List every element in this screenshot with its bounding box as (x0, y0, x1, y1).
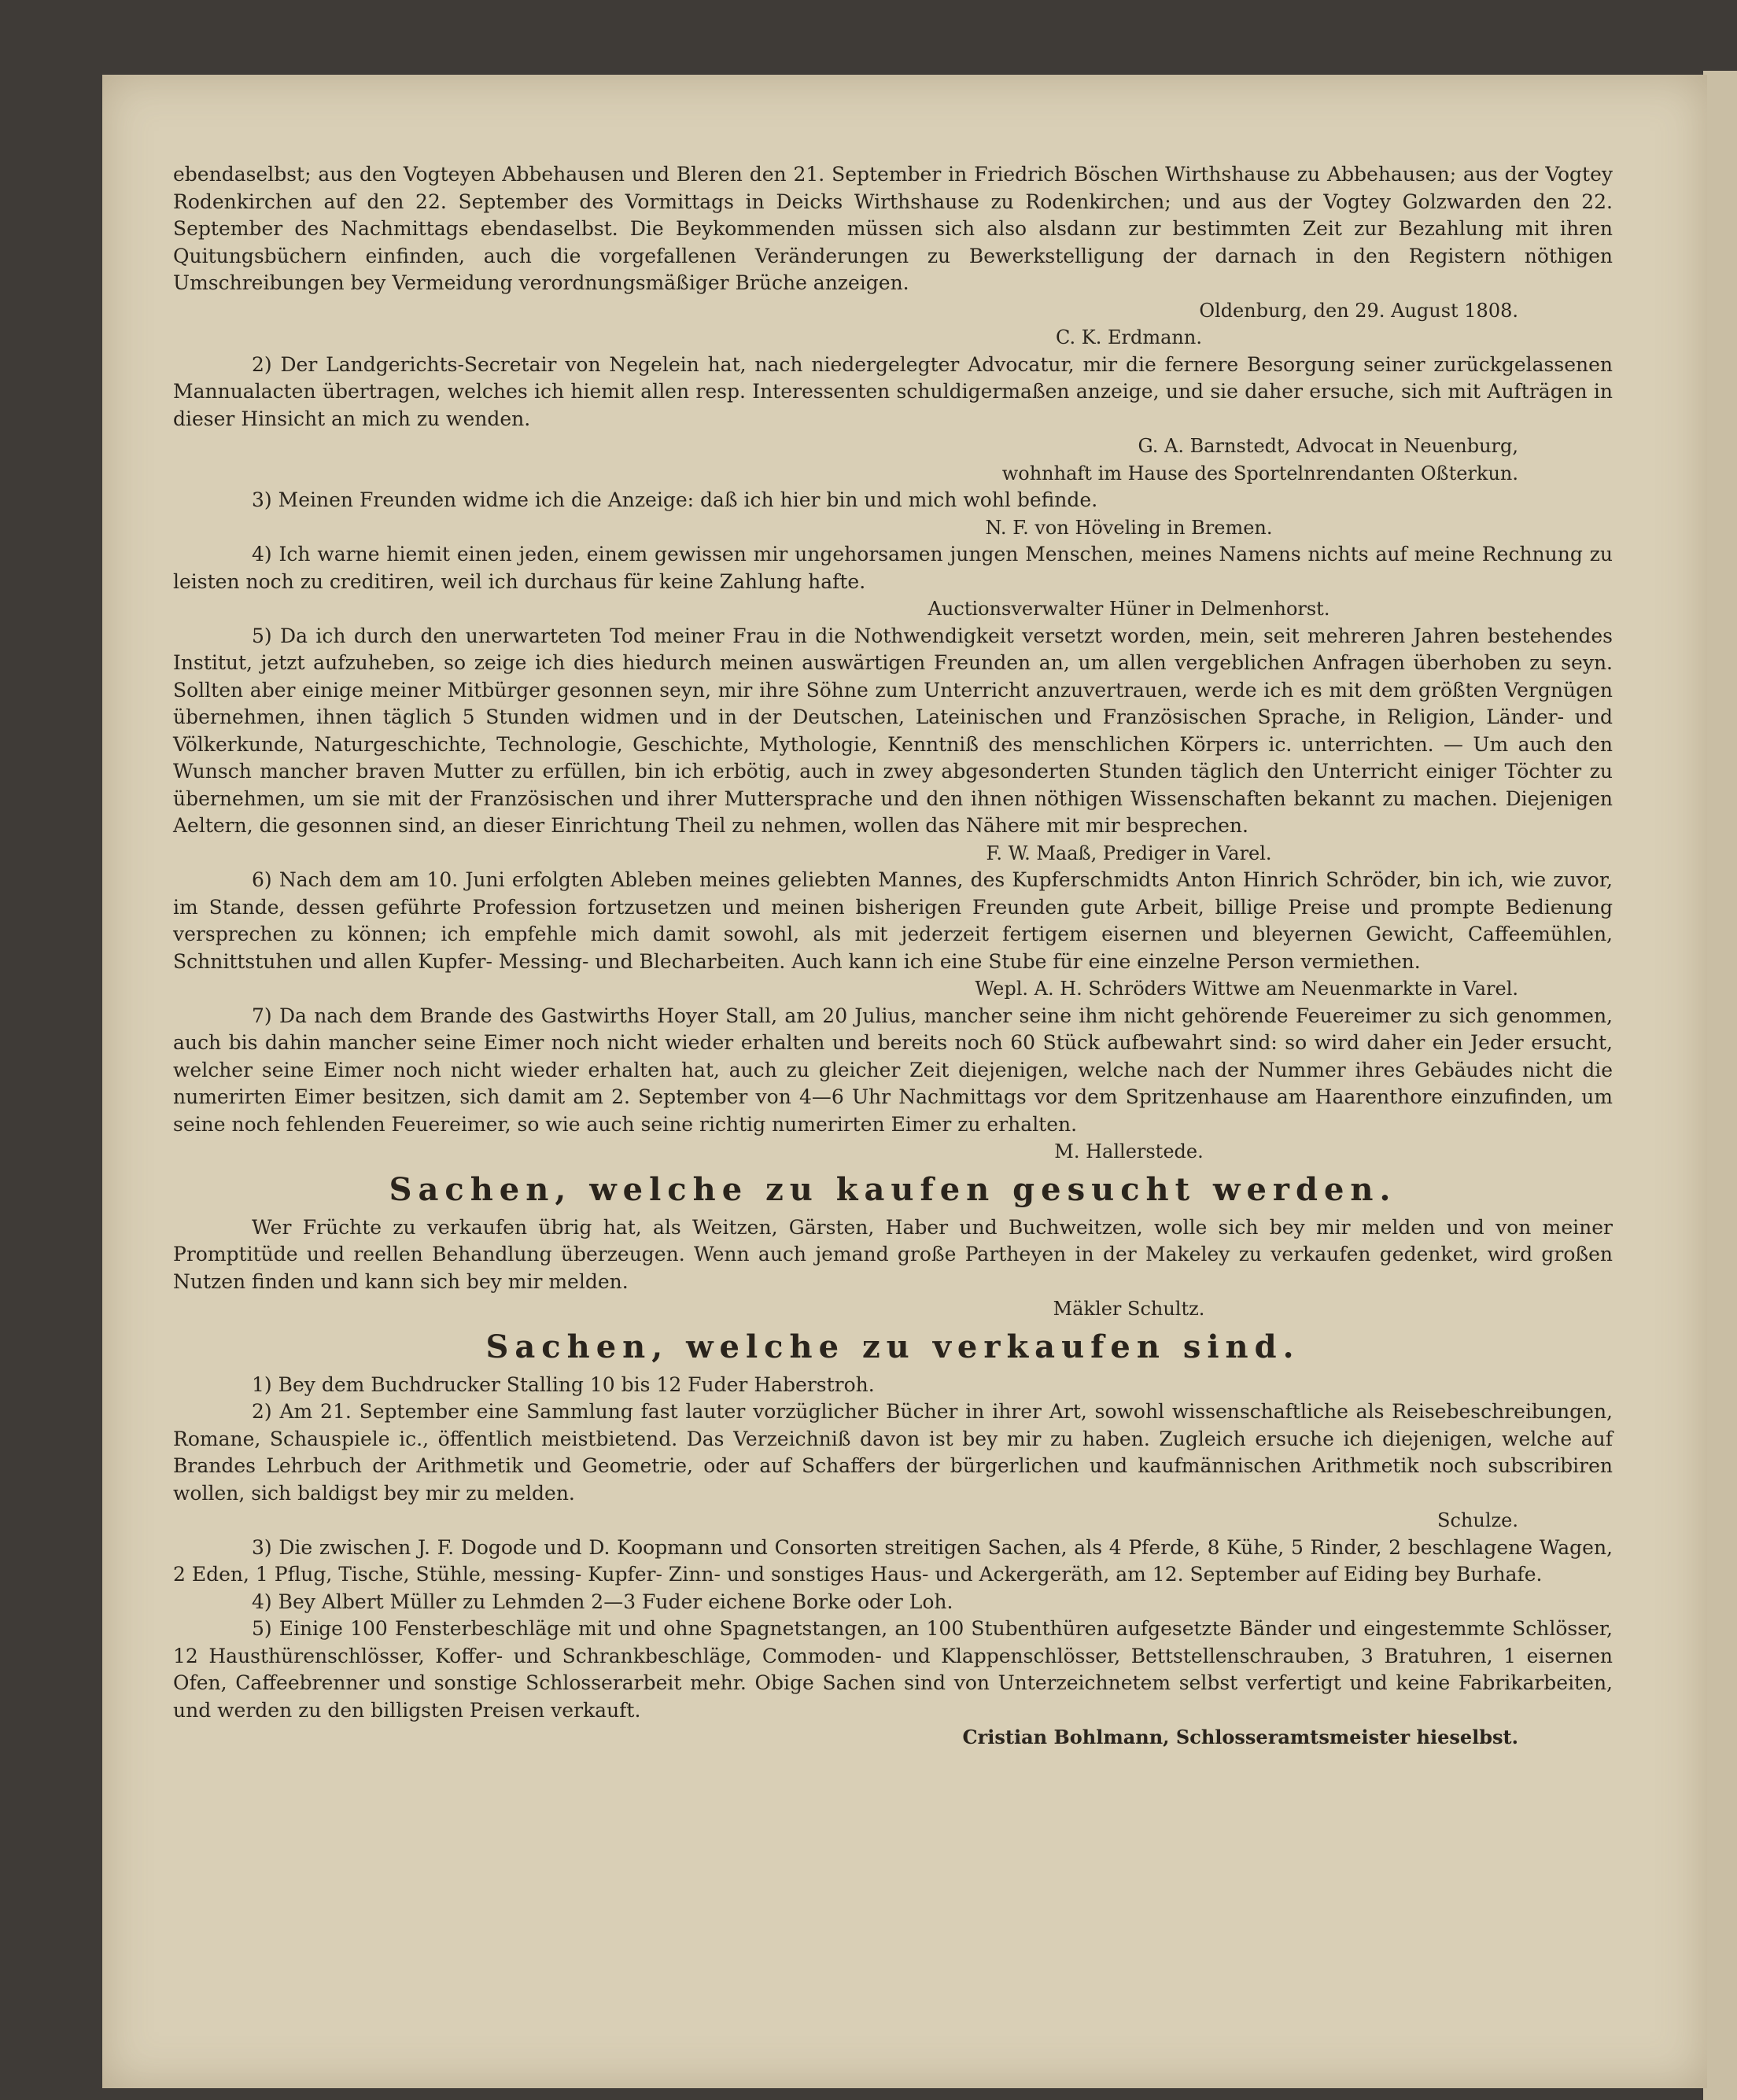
sell-item-2-signature: Schulze. (1437, 1509, 1518, 1531)
buy-ad-1-signature: Mäkler Schultz. (1053, 1298, 1205, 1320)
sell-item-4: 4) Bey Albert Müller zu Lehmden 2—3 Fuder eichene Borke oder Loh. (252, 1590, 953, 1613)
facing-page-edge (1703, 71, 1737, 2100)
ad-4-signature: Auctionsverwalter Hüner in Delmenhorst. (928, 598, 1330, 620)
ad-5: 5) Da ich durch den unerwarteten Tod meiner Frau in die Nothwendigkeit versetzt worden, mein, seit mehreren Jahren bestehendes Institut, jetzt aufzuheben, so zeige ich dies hiedurch meinen auswärtigen Freunden an, um allen vergeblichen Anfragen überhoben zu seyn. Sollten aber einige meiner Mitbürger gesonnen seyn, mir ihre Söhne zum Unterricht anzuvertrauen, werde ich es mit dem größten Vergnügen übernehmen, ihnen täglich 5 Stunden widmen und in der Deutschen, Lateinischen und Französischen Sprache, in Religion, Länder- und Völkerkunde, Naturgeschichte, Technologie, Geschichte, Mythologie, Kenntniß des menschlichen Körpers ic. unterrichten. — Um auch den Wunsch mancher braven Mutter zu erfüllen, bin ich erbötig, auch in zwey abgesonderten Stunden täglich den Unterricht einiger Töchter zu übernehmen, um sie mit der Französischen und ihrer Muttersprache und den ihnen nöthigen Wissenschaften bekannt zu machen. Diejenigen Aeltern, die gesonnen sind, an dieser Einrichtung Theil zu nehmen, wollen das Nähere mit mir besprechen. (173, 624, 1613, 837)
section-heading-buy: Sachen, welche zu kaufen gesucht werden. (389, 1170, 1397, 1208)
section-heading-sell: Sachen, welche zu verkaufen sind. (485, 1328, 1300, 1365)
ad-7-signature: M. Hallerstede. (1054, 1140, 1204, 1162)
ad-5-signature: F. W. Maaß, Prediger in Varel. (986, 842, 1272, 864)
sell-item-3: 3) Die zwischen J. F. Dogode und D. Koopmann und Consorten streitigen Sachen, als 4 Pferde, 8 Kühe, 5 Rinder, 2 beschlagene Wagen, 2 Eden, 1 Pflug, Tische, Stühle, messing- Kupfer- Zinn- und sonstiges Haus- und Ackergeräth, am 12. September auf Eiding bey Burhafe. (173, 1535, 1613, 1586)
sell-item-2: 2) Am 21. September eine Sammlung fast lauter vorzüglicher Bücher in ihrer Art, sowohl wissenschaftliche als Reisebeschreibungen, Romane, Schauspiele ic., öffentlich meistbietend. Das Verzeichniß davon ist bey mir zu haben. Zugleich ersuche ich diejenigen, welche auf Brandes Lehrbuch der Arithmetik und Geometrie, oder auf Schaffers der bürgerlichen und kaufmännischen Arithmetik noch subscribiren wollen, sich baldigst bey mir zu melden. (173, 1400, 1613, 1505)
notice-block-1: ebendaselbst; aus den Vogteyen Abbehausen und Bleren den 21. September in Friedrich Böschen Wirthshause zu Abbehausen; aus der Vogtey Rodenkirchen auf den 22. September des Vormittags in Deicks Wirthshause zu Rodenkirchen; und aus der Vogtey Golzwarden den 22. September des Nachmittags ebendaselbst. Die Beykommenden müssen sich also alsdann zur bestimmten Zeit zur Bezahlung mit ihren Quitungsbüchern einfinden, auch die vorgefallenen Veränderungen zu Bewerkstelligung der darnach in den Registern nöthigen Umschreibungen bey Vermeidung verordnungsmäßiger Brüche anzeigen. (173, 163, 1613, 294)
sell-item-1: 1) Bey dem Buchdrucker Stalling 10 bis 12 Fuder Haberstroh. (252, 1372, 875, 1396)
buy-ad-1: Wer Früchte zu verkaufen übrig hat, als Weitzen, Gärsten, Haber und Buchweitzen, wolle sich bey mir melden und von meiner Promptitüde und reellen Behandlung überzeugen. Wenn auch jemand große Partheyen in der Makeley zu verkaufen gedenket, wird großen Nutzen finden und kann sich bey mir melden. (173, 1215, 1613, 1293)
place-date: Oldenburg, den 29. August 1808. (1199, 299, 1518, 322)
ad-2: 2) Der Landgerichts-Secretair von Negelein hat, nach niedergelegter Advocatur, mir die fernere Besorgung seiner zurückgelassenen Mannualacten übertragen, welches ich hiemit allen resp. Interessenten schuldigermaßen anzeige, und sie daher ersuche, sich mit Aufträgen in dieser Hinsicht an mich zu wenden. (173, 352, 1613, 430)
ad-4: 4) Ich warne hiemit einen jeden, einem gewissen mir ungehorsamen jungen Menschen, meines Namens nichts auf meine Rechnung zu leisten noch zu creditiren, weil ich durchaus für keine Zahlung hafte. (173, 543, 1613, 593)
ad-7: 7) Da nach dem Brande des Gastwirths Hoyer Stall, am 20 Julius, mancher seine ihm nicht gehörende Feuereimer zu sich genommen, auch bis dahin mancher seine Eimer noch nicht wieder erhalten und bereits noch 60 Stück aufbewahrt sind: so wird daher ein Jeder ersucht, welcher seine Eimer noch nicht wieder erhalten hat, auch zu gleicher Zeit diejenigen, welche nach der Nummer ihres Gebäudes nicht die numerirten Eimer besitzen, sich damit am 2. September von 4—6 Uhr Nachmittags vor dem Spritzenhause am Haarenthore einzufinden, um seine noch fehlenden Feuereimer, so wie auch seine richtig numerirten Eimer zu erhalten. (173, 1004, 1613, 1136)
ad-3: 3) Meinen Freunden widme ich die Anzeige: daß ich hier bin und mich wohl befinde. (252, 488, 1098, 511)
ad-6-signature: Wepl. A. H. Schröders Wittwe am Neuenmarkte in Varel. (975, 978, 1518, 1000)
ad-2-signature-1: G. A. Barnstedt, Advocat in Neuenburg, (1138, 435, 1518, 457)
signature-block-1: C. K. Erdmann. (1056, 326, 1202, 348)
ad-3-signature: N. F. von Höveling in Bremen. (985, 516, 1273, 539)
page-text (173, 161, 1613, 1752)
sell-item-5-signature: Cristian Bohlmann, Schlosseramtsmeister hieselbst. (962, 1726, 1518, 1748)
sell-item-5: 5) Einige 100 Fensterbeschläge mit und ohne Spagnetstangen, an 100 Stubenthüren aufgesetzte Bänder und eingestemmte Schlösser, 12 Hausthürenschlösser, Koffer- und Schrankbeschläge, Commoden- und Klappenschlösser, Bettstellenschrauben, 3 Bratuhren, 1 eisernen Ofen, Caffeebrenner und sonstige Schlosserarbeit mehr. Obige Sachen sind von Unterzeichnetem selbst verfertigt und keine Fabrikarbeiten, und werden zu den billigsten Preisen verkauft. (173, 1617, 1613, 1722)
ad-2-signature-2: wohnhaft im Hause des Sportelnrendanten Oßterkun. (1001, 462, 1518, 484)
ad-6: 6) Nach dem am 10. Juni erfolgten Ableben meines geliebten Mannes, des Kupferschmidts Anton Hinrich Schröder, bin ich, wie zuvor, im Stande, dessen geführte Profession fortzusetzen und meinen bisherigen Freunden gute Arbeit, billige Preise und prompte Bedienung versprechen zu können; ich empfehle mich damit sowohl, als mit jederzeit fertigem eisernen und bleyernen Gewicht, Caffeemühlen, Schnittstuhen und allen Kupfer- Messing- und Blecharbeiten. Auch kann ich eine Stube für eine einzelne Person vermiethen. (173, 868, 1613, 973)
